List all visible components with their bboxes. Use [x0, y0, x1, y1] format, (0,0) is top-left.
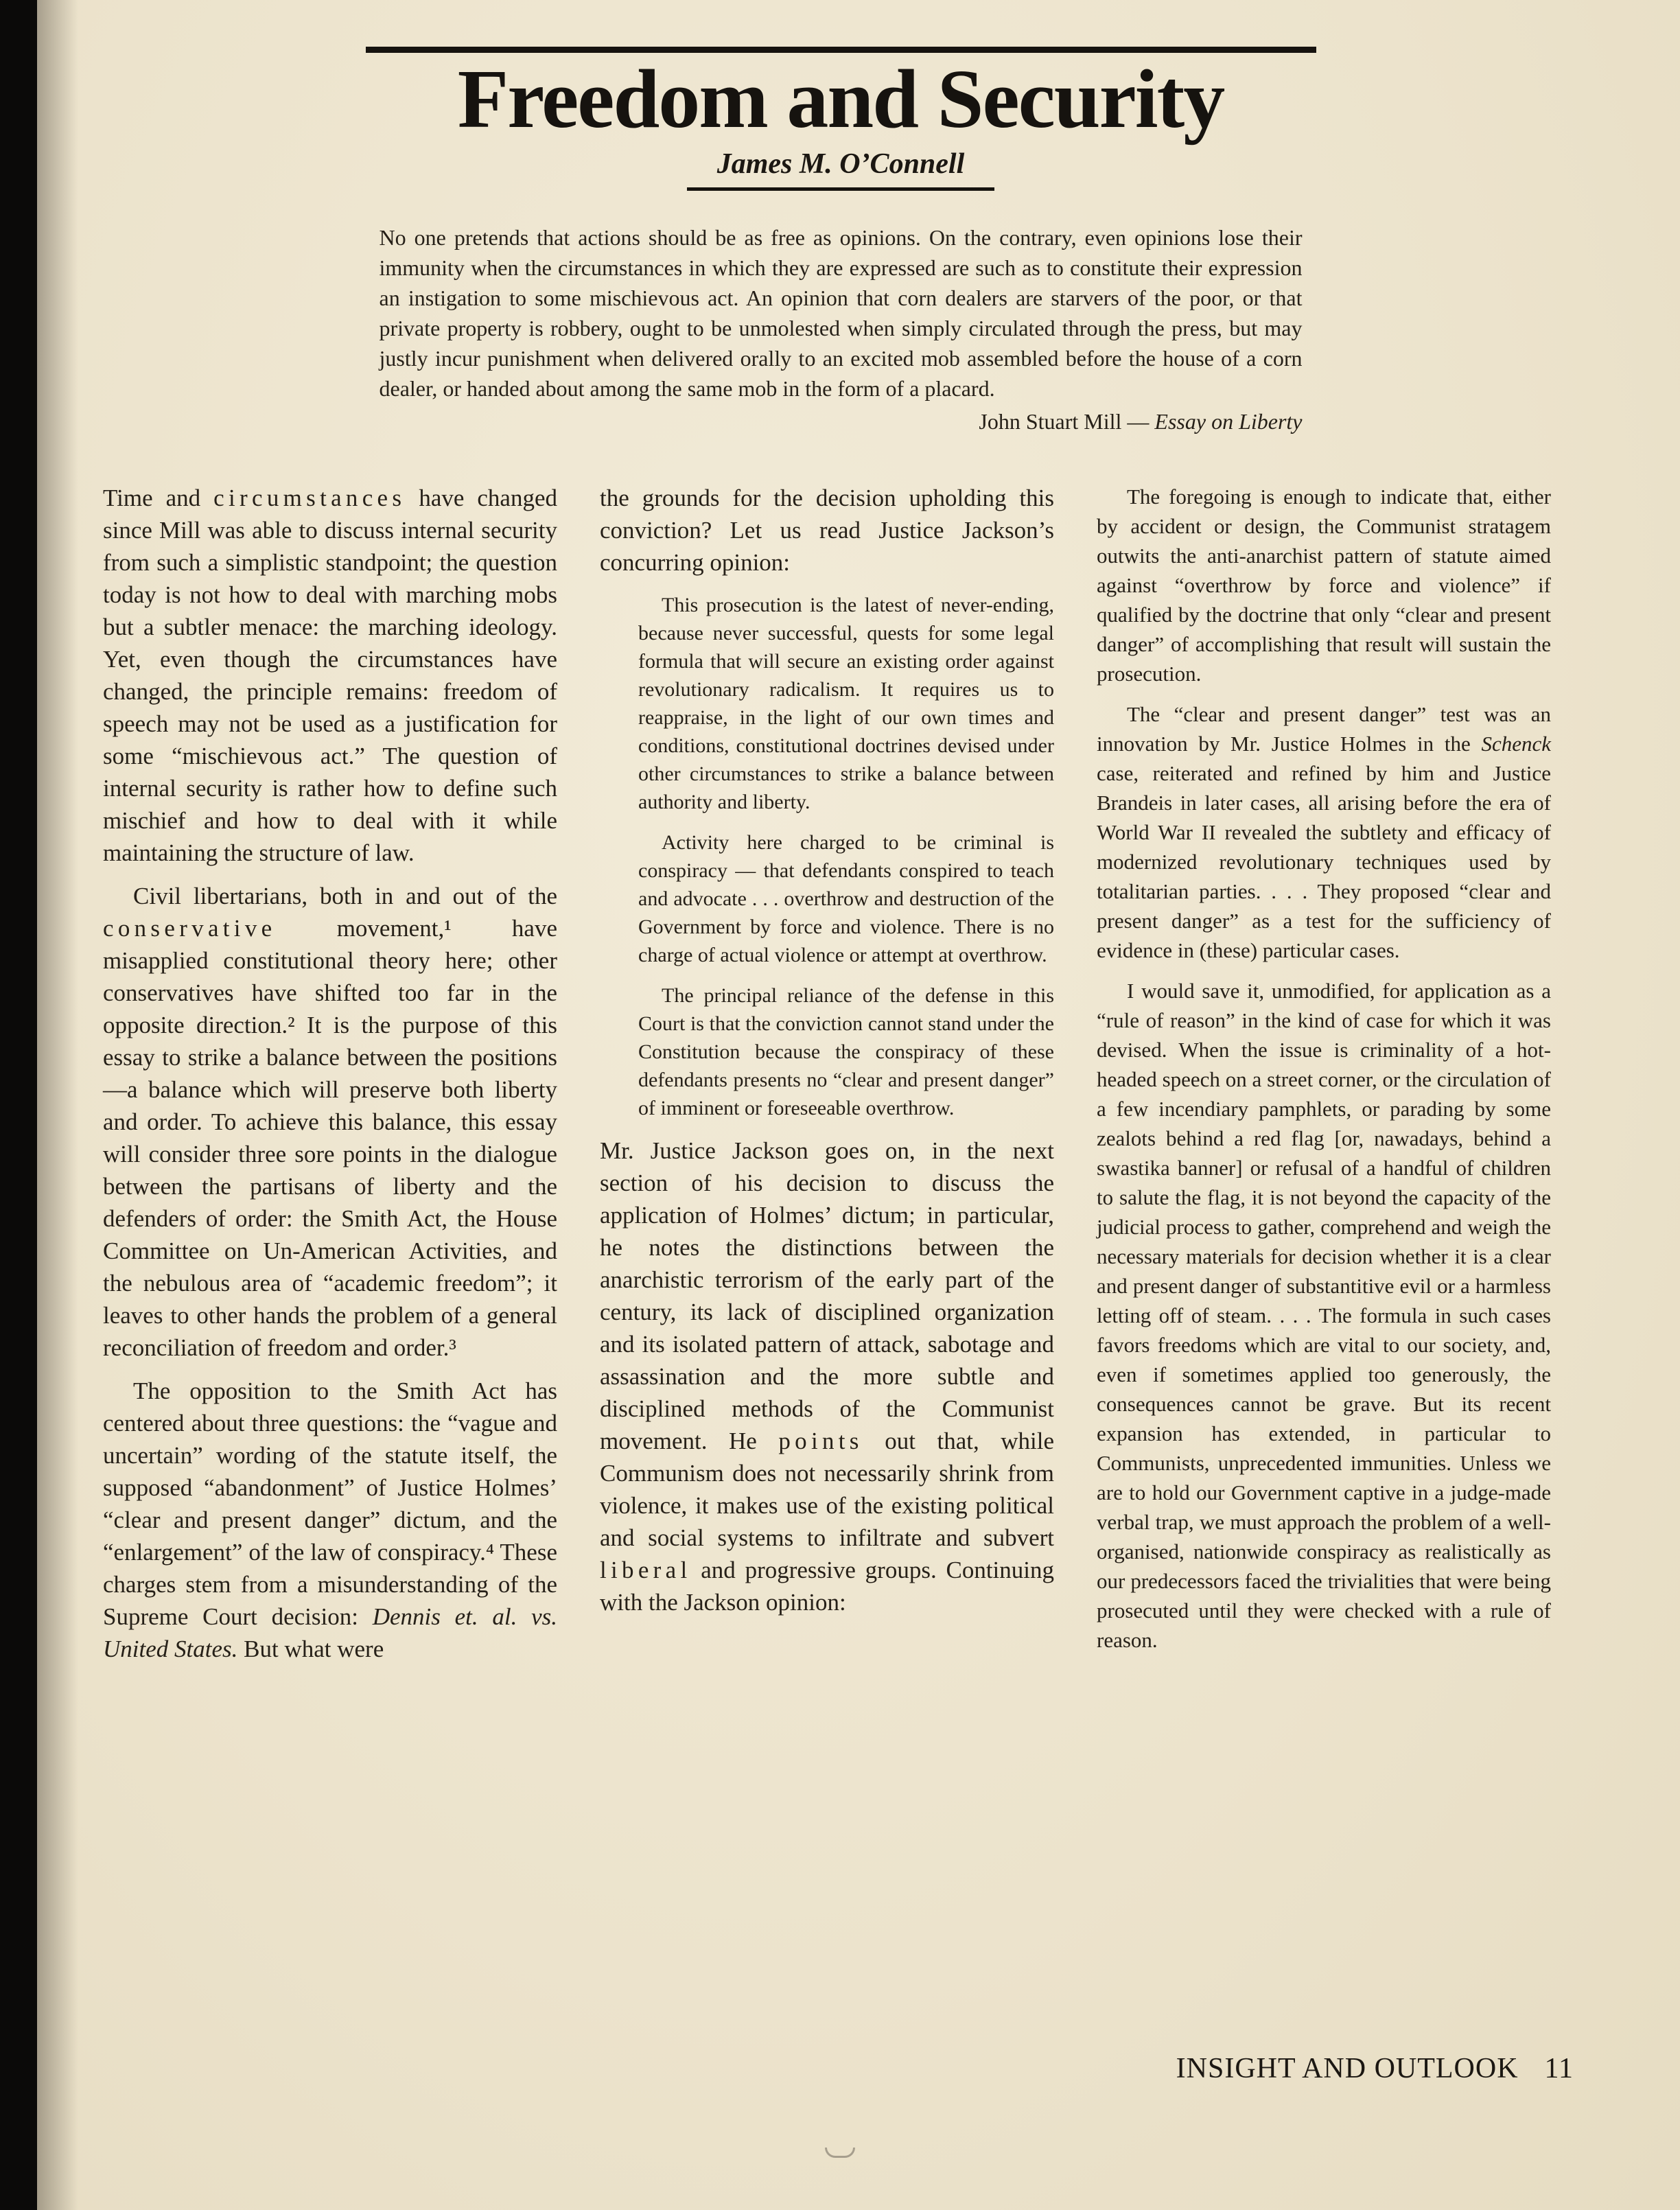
paragraph: [1097, 699, 1551, 965]
epigraph-attribution: [380, 408, 1303, 435]
paragraph: I would save it, unmodified, for application as a “rule of reason” in the kind of case for which it was devised. When the issue is criminality of a hot-headed speech on a street corner, or the circulation of a few incendiary pamphlets, or parading by some zealots behind a red flag [or, nawadays, behind a swastika banner] or refusal of a handful of children to salute the flag, it is not beyond the capacity of the judicial process to gather, comprehend and weigh the necessary materials for decision whether it is a clear and present danger of substantitive evil or a harmless letting off of steam. . . . The formula in such cases favors freedoms which are vital to our society, and, even if sometimes applied too generously, the consequences cannot be grave. But its recent expansion has extended, in particular to Communists, unprecedented immunities. Unless we are to hold our Government captive in a judge-made verbal trap, we must approach the problem of a well-organised, nationwide conspiracy as realistically as our predecessors faced the trivialities that were being prosecuted until they were checked with a rule of reason.: [1097, 979, 1551, 1653]
text-run: Mr. Justice Jackson goes on, in the next section of his decision to discuss the application of Holmes’ dictum; in particular, he notes the distinctions between the anarchistic terrorism of the early part of the century, its lack of disciplined organization and its isolated pattern of attack, sabotage and assassination and the more subtle and disciplined methods of the Communist movement. He: [600, 1137, 1054, 1455]
title-rule: [366, 47, 1316, 53]
attribution-name: John Stuart Mill —: [979, 409, 1155, 434]
epigraph-block: [103, 222, 1578, 435]
paragraph: [103, 1375, 557, 1665]
article-header: [103, 47, 1578, 191]
text-run: movement,¹ have misapplied constitutional theory here; other conservatives have shifted too far in the opposite direction.² It is the purpose of this essay to strike a balance between the positions—a balance which will preserve both liberty and order. To achieve this balance, this essay will consider three sore points in the dialogue between the partisans of liberty and the defenders of order: the Smith Act, the House Committee on Un-American Activities, and the nebulous area of “academic freedom”; it leaves to other hands the problem of a general reconciliation of freedom and order.³: [103, 915, 557, 1362]
text-run: But what were: [237, 1636, 384, 1663]
paragraph: [600, 1135, 1054, 1618]
footer-journal-title: INSIGHT AND OUTLOOK: [1176, 2053, 1519, 2084]
text-run: The opposition to the Smith Act has centered about three questions: the “vague and uncertain” wording of the statute itself, the supposed “abandonment” of Justice Holmes’ “clear and present danger” dictum, and the “enlargement” of the law of conspiracy.⁴ These charges stem from a misunderstanding of the Supreme Court decision:: [103, 1377, 557, 1631]
column-2: [600, 482, 1054, 1676]
attribution-work-title: Essay on Liberty: [1154, 409, 1303, 434]
cut-mark: [825, 2148, 855, 2158]
blockquote: Activity here charged to be criminal is conspiracy — that defendants conspired to teach and advocate . . . overthrow and destruction of the Government by force and violence. There is no charge of actual violence or attempt at overthrow.: [638, 831, 1054, 967]
page-content: [103, 47, 1578, 1676]
byline: James M. O’Connell: [687, 148, 995, 191]
case-citation: Dennis et. al. vs. United States.: [103, 1603, 557, 1663]
text-run: case, reiterated and refined by him and Justice Brandeis in later cases, all arising before the era of World War II revealed the subtlety and efficacy of modernized revolutionary techniques used by totalitarian parties. . . . They proposed “clear and present danger” as a test for the sufficiency of evidence in (these) particular cases.: [1097, 761, 1551, 963]
emphasized-text-run: points: [778, 1428, 863, 1455]
blockquote: This prosecution is the latest of never-ending, because never successful, quests for some legal formula that will secure an existing order against revolutionary radicalism. It requires us to reappraise, in the light of our own times and conditions, constitutional doctrines devised under other circumstances to strike a balance between authority and liberty.: [638, 594, 1054, 814]
page-spine-edge: [0, 0, 37, 2210]
emphasized-text-run: conservative: [103, 915, 277, 942]
text-run: have changed since Mill was able to discuss internal security from such a simplistic standpoint; the question today is not how to deal with marching mobs but a subtler menace: the marching ideology. Yet, even though the circumstances have changed, the principle remains: freedom of speech may not be used as a justification for some “mischievous act.” The question of internal security is rather how to define such mischief and how to deal with it while maintaining the structure of law.: [103, 485, 557, 867]
epigraph-text: No one pretends that actions should be as free as opinions. On the contrary, even opinions lose their immunity when the circumstances in which they are expressed are such as to constitute their expression an instigation to some mischievous act. An opinion that corn dealers are starvers of the poor, or that private property is robbery, ought to be unmolested when simply circulated through the press, but may justly incur punishment when delivered orally to an excited mob assembled before the house of a corn dealer, or handed about among the same mob in the form of a placard.: [379, 225, 1303, 402]
text-run: Time and: [103, 485, 214, 512]
paragraph: [103, 482, 557, 869]
column-1: [103, 482, 557, 1676]
text-run: out that, while Communism does not necessarily shrink from violence, it makes use of the existing political and social systems to infiltrate and subvert: [600, 1428, 1054, 1552]
byline-wrap: [103, 148, 1578, 191]
text-run: and progressive groups. Continuing with the Jackson opinion:: [600, 1557, 1054, 1616]
text-run: Civil libertarians, both in and out of the: [133, 883, 557, 910]
column-3: [1097, 482, 1551, 1676]
emphasized-text-run: liberal: [600, 1557, 692, 1584]
blockquote: The principal reliance of the defense in this Court is that the conviction cannot stand under the Constitution because the conspiracy of these defendants presents no “clear and present danger” of imminent or foreseeable overthrow.: [638, 984, 1054, 1120]
footer-page-number: 11: [1544, 2053, 1574, 2084]
page-footer: [1176, 2052, 1574, 2085]
paragraph: the grounds for the decision upholding this conviction? Let us read Justice Jackson’s concurring opinion:: [600, 485, 1054, 577]
text-run: The “clear and present danger” test was an innovation by Mr. Justice Holmes in the: [1097, 702, 1551, 756]
case-citation: Schenck: [1481, 732, 1551, 756]
page-spine-shadow: [37, 0, 78, 2210]
emphasized-text-run: circumstances: [213, 485, 406, 512]
paragraph: [103, 880, 557, 1364]
article-body: [103, 482, 1578, 1676]
paragraph: The foregoing is enough to indicate that, either by accident or design, the Communist stratagem outwits the anti-anarchist pattern of statute aimed against “overthrow by force and violence” if qualified by the doctrine that only “clear and present danger” of accomplishing that result will sustain the prosecution.: [1097, 485, 1551, 686]
article-title: Freedom and Security: [457, 53, 1224, 146]
